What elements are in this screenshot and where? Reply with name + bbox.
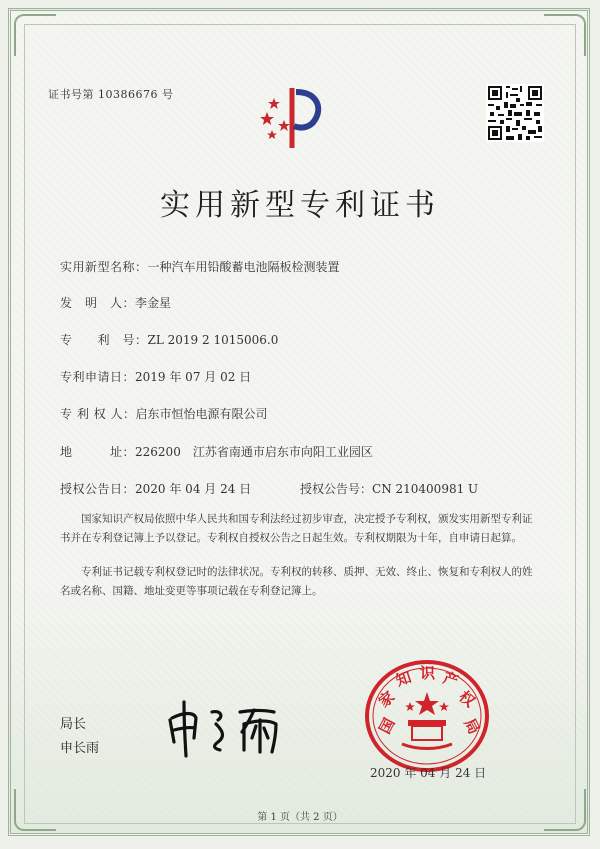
- signatory-name: 申长雨: [60, 741, 100, 756]
- svg-text:权: 权: [455, 687, 479, 711]
- svg-text:家: 家: [375, 687, 399, 712]
- field-patentee: [60, 405, 267, 422]
- certificate-number-label: 证书号第: [48, 88, 94, 101]
- field-patentee-value: 启东市恒怡电源有限公司: [135, 407, 268, 421]
- qr-code-icon: [486, 84, 544, 142]
- field-address: [60, 443, 373, 460]
- field-name-value: 一种汽车用铅酸蓄电池隔板检测装置: [147, 260, 340, 274]
- svg-text:产: 产: [440, 668, 461, 691]
- signature-image: [160, 690, 310, 760]
- field-patent-no: [60, 331, 278, 348]
- page-number: 第 1 页（共 2 页）: [257, 812, 343, 823]
- certificate-number-suffix: 号: [162, 88, 174, 101]
- field-grant-date: [60, 480, 251, 497]
- field-address-label: 地 址：: [60, 445, 136, 459]
- certificate-title: 实用新型专利证书: [160, 188, 440, 223]
- field-patentee-label: 专 利 权 人：: [60, 407, 136, 421]
- field-filing-date-value: 2019 年 07 月 02 日: [135, 370, 252, 384]
- svg-text:国: 国: [375, 715, 399, 737]
- field-name-label: 实用新型名称：: [60, 260, 148, 274]
- field-inventor-label: 发 明 人：: [60, 296, 136, 310]
- field-grant-no-value: CN 210400981 U: [372, 482, 479, 496]
- field-grant-date-value: 2020 年 04 月 24 日: [135, 482, 252, 496]
- corner-ornament: [544, 14, 586, 56]
- certificate-number-value: 10386676: [98, 88, 158, 101]
- corner-ornament: [14, 14, 56, 56]
- field-grant-date-label: 授权公告日：: [60, 482, 136, 496]
- field-inventor: [60, 294, 171, 311]
- field-address-value: 226200 江苏省南通市启东市向阳工业园区: [135, 445, 373, 459]
- field-name: [60, 258, 340, 275]
- field-inventor-value: 李金星: [135, 296, 172, 310]
- paragraph-grant-statement: 国家知识产权局依照中华人民共和国专利法经过初步审查，决定授予专利权，颁发实用新型专利证书并在专利登记簿上予以登记。专利权自授权公告之日起生效。专利权期限为十年，自申请日起算。: [60, 513, 533, 544]
- svg-text:局: 局: [460, 715, 484, 738]
- svg-text:知: 知: [393, 668, 414, 690]
- field-grant-no: [300, 480, 478, 497]
- cnipa-logo-icon: [258, 84, 322, 152]
- official-seal: [362, 656, 492, 776]
- paragraph-legal-status: 专利证书记载专利权登记时的法律状况。专利权的转移、质押、无效、终止、恢复和专利权人的姓名或名称、国籍、地址变更等事项记载在专利登记簿上。: [60, 566, 533, 597]
- field-grant-no-label: 授权公告号：: [300, 482, 373, 496]
- field-patent-no-label: 专 利 号：: [60, 333, 148, 347]
- svg-text:识: 识: [420, 664, 436, 682]
- seal-date: 2020 年 04 月 24 日: [370, 766, 487, 780]
- field-filing-date: [60, 368, 251, 385]
- field-patent-no-value: ZL 2019 2 1015006.0: [147, 333, 279, 347]
- field-filing-date-label: 专利申请日：: [60, 370, 136, 384]
- signatory-title: 局长: [60, 717, 87, 732]
- certificate-number: [48, 86, 174, 102]
